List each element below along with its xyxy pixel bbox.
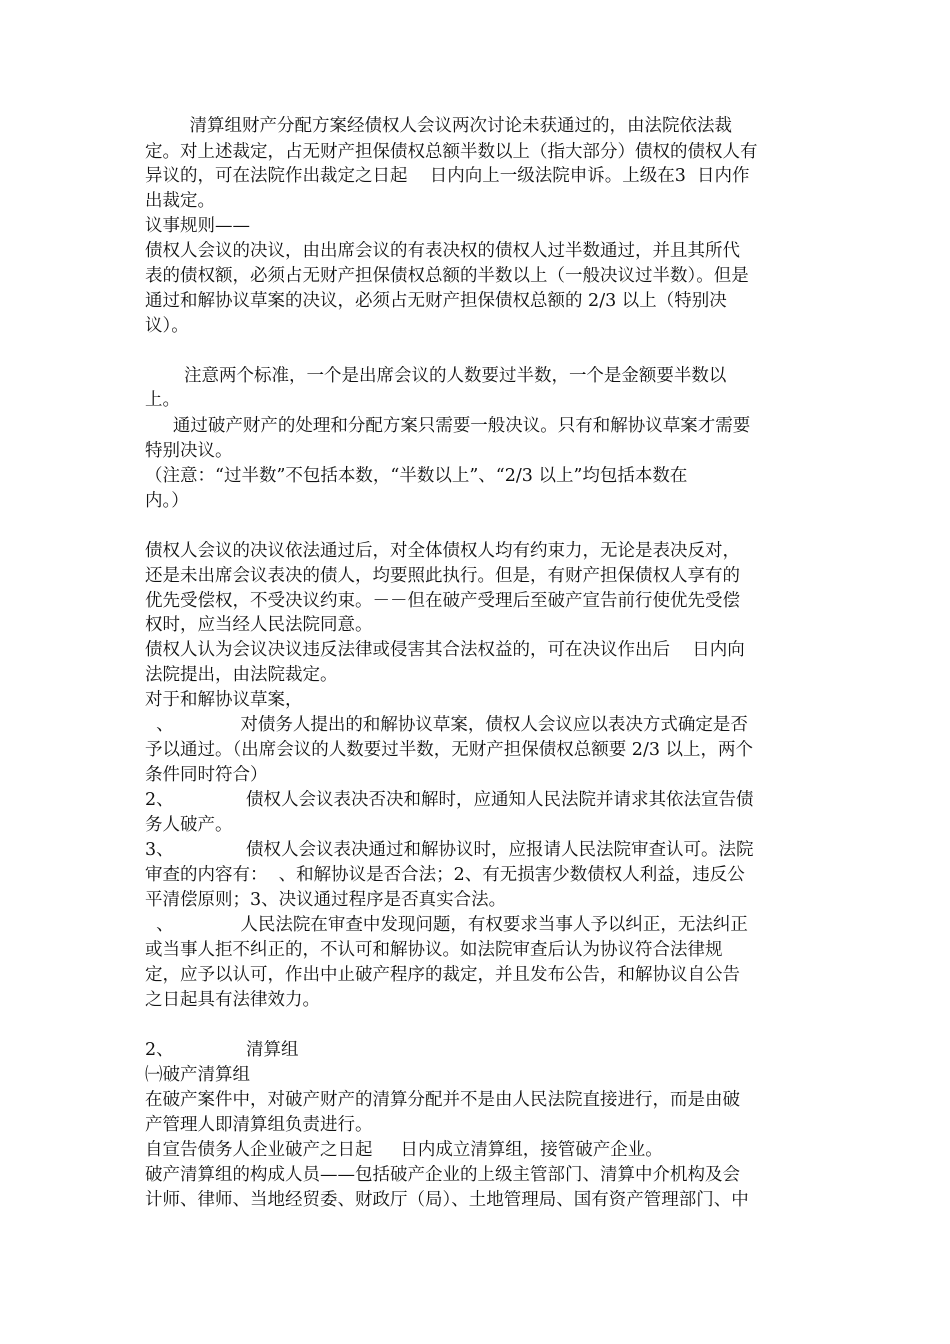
text-line: 债权人会议的决议，由出席会议的有表决权的债权人过半数通过，并且其所代 [145, 241, 740, 261]
subsection-heading: ㈠破产清算组 [145, 1065, 250, 1085]
text-line: 定。对上述裁定，占无财产担保债权总额半数以上（指大部分）债权的债权人有 [145, 142, 758, 162]
list-item: 、 对债务人提出的和解协议草案，债权人会议应以表决方式确定是否 [145, 715, 748, 735]
text-line: 法院提出，由法院裁定。 [145, 665, 338, 685]
text-line: 之日起具有法律效力。 [145, 990, 320, 1010]
text-line: 债权人会议的决议依法通过后，对全体债权人均有约束力，无论是表决反对， [145, 541, 740, 561]
text-line: 对于和解协议草案， [145, 690, 303, 710]
section-heading: 议事规则—— [145, 216, 250, 236]
text-line: 在破产案件中，对破产财产的清算分配并不是由人民法院直接进行，而是由破 [145, 1090, 740, 1110]
list-item: 、 人民法院在审查中发现问题，有权要求当事人予以纠正，无法纠正 [145, 915, 748, 935]
text-line: 产管理人即清算组负责进行。 [145, 1115, 373, 1135]
text-line: 表的债权额，必须占无财产担保债权总额的半数以上（一般决议过半数）。但是 [145, 266, 749, 286]
text-line: 定，应予以认可，作出中止破产程序的裁定，并且发布公告，和解协议自公告 [145, 965, 740, 985]
text-line: 债权人认为会议决议违反法律或侵害其合法权益的，可在决议作出后 日内向 [145, 640, 745, 660]
text-line: 自宣告债务人企业破产之日起 日内成立清算组，接管破产企业。 [145, 1140, 663, 1160]
section-heading: 2、 清算组 [145, 1040, 299, 1060]
text-line: 特别决议。 [145, 441, 233, 461]
text-line: （注意：“过半数”不包括本数，“半数以上”、“2/3 以上”均包括本数在 [145, 466, 688, 486]
text-line: 条件同时符合） [145, 765, 268, 785]
text-line: 上。 [145, 390, 180, 410]
list-item: 3、 债权人会议表决通过和解协议时，应报请人民法院审查认可。法院 [145, 840, 754, 860]
text-line: 平清偿原则；3、决议通过程序是否真实合法。 [145, 890, 507, 910]
list-item: 2、 债权人会议表决否决和解时，应通知人民法院并请求其依法宣告债 [145, 790, 754, 810]
text-line: 破产清算组的构成人员——包括破产企业的上级主管部门、清算中介机构及会 [145, 1165, 740, 1185]
text-line: 通过破产财产的处理和分配方案只需要一般决议。只有和解协议草案才需要 [145, 416, 751, 436]
text-line: 出裁定。 [145, 191, 215, 211]
text-line: 权时，应当经人民法院同意。 [145, 615, 373, 635]
text-line: 内。） [145, 491, 189, 511]
text-line: 异议的，可在法院作出裁定之日起 日内向上一级法院申诉。上级在3 日内作 [145, 166, 750, 186]
text-line: 计师、律师、当地经贸委、财政厅（局）、土地管理局、国有资产管理部门、中 [145, 1190, 749, 1210]
text-line: 注意两个标准，一个是出席会议的人数要过半数，一个是金额要半数以 [145, 366, 727, 386]
text-line: 议）。 [145, 316, 189, 336]
text-line: 优先受偿权，不受决议约束。－－但在破产受理后至破产宣告前行使优先受偿 [145, 591, 740, 611]
text-line: 清算组财产分配方案经债权人会议两次讨论未获通过的，由法院依法裁 [145, 116, 732, 136]
text-line: 还是未出席会议表决的债人，均要照此执行。但是，有财产担保债权人享有的 [145, 566, 740, 586]
text-line: 或当事人拒不纠正的，不认可和解协议。如法院审查后认为协议符合法律规 [145, 940, 723, 960]
text-line: 审查的内容有： 、和解协议是否合法；2、有无损害少数债权人利益，违反公 [145, 865, 745, 885]
text-line: 通过和解协议草案的决议，必须占无财产担保债权总额的 2/3 以上（特别决 [145, 291, 727, 311]
text-line: 务人破产。 [145, 815, 233, 835]
text-line: 予以通过。（出席会议的人数要过半数，无财产担保债权总额要 2/3 以上，两个 [145, 740, 754, 760]
